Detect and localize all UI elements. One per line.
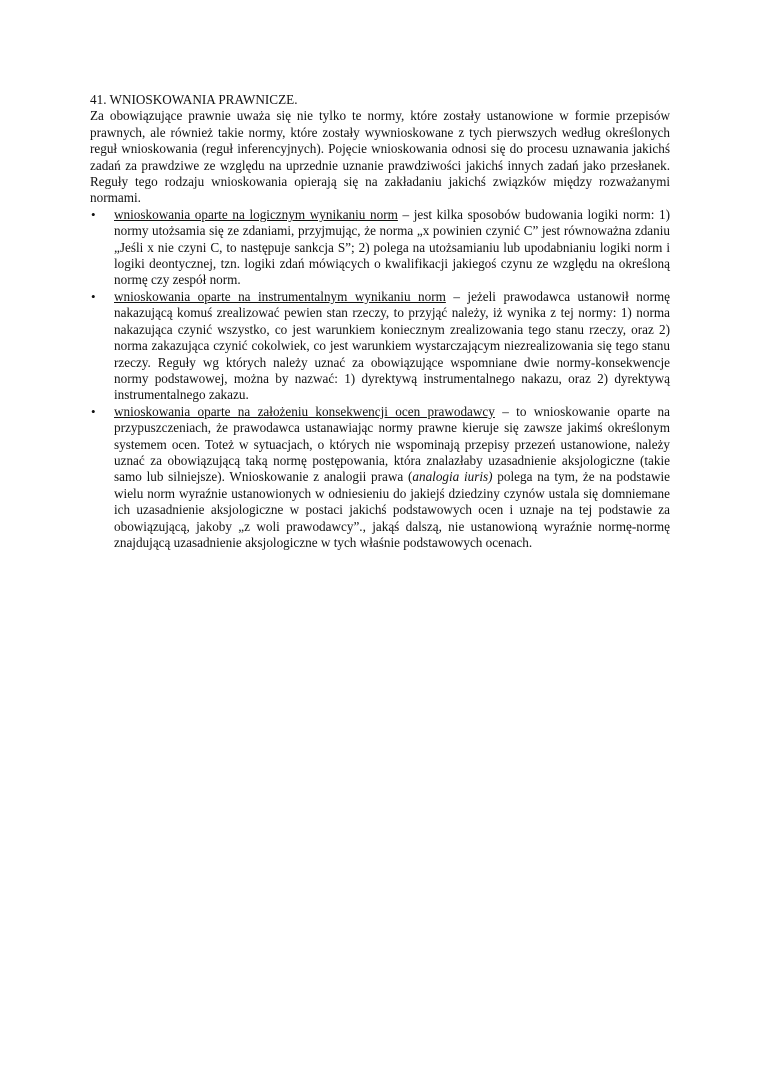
- list-item-text: – to wnioskowanie oparte na przypuszczeniach, że prawodawca ustanawiając normy prawne kieruje się zawsze jakimś określonym systemem ocen. Toteż w sytuacjach, o których nie wspominają przepisy przezeń ustanowione, należy uznać za obowiązującą taką normę postępowania, która znalazłaby uzasadnienie aksjologiczne (takie samo lub silniejsze). Wnioskowanie z analogii prawa (: [114, 403, 670, 485]
- bullet-icon: •: [91, 403, 96, 419]
- latin-term: analogia iuris): [412, 469, 493, 485]
- list-item-title: wnioskowania oparte na instrumentalnym wynikaniu norm: [114, 288, 446, 304]
- bullet-icon: •: [91, 288, 96, 304]
- list-item-title: wnioskowania oparte na założeniu konsekwencji ocen prawodawcy: [114, 403, 495, 419]
- list-item: [90, 207, 670, 289]
- document-body: [90, 92, 670, 551]
- bullet-icon: •: [91, 206, 96, 222]
- bullet-list: [90, 207, 670, 552]
- list-item-text: – jeżeli prawodawca ustanowił normę nakazującą komuś zrealizować pewien stan rzeczy, to przyjąć należy, iż wynika z tej normy: 1) norma nakazująca czynić wszystko, co jest warunkiem koniecznym zrealizowania tego stanu rzeczy, oraz 2) norma zakazująca czynić cokolwiek, co jest warunkiem wystarczającym niezrealizowania się tego stanu rzeczy. Reguły wg których należy uznać za obowiązujące wspomniane dwie normy-konsekwencje normy podstawowej, można by nazwać: 1) dyrektywą instrumentalnego nakazu, oraz 2) dyrektywą instrumentalnego zakazu.: [114, 288, 670, 403]
- list-item: [90, 289, 670, 404]
- intro-paragraph: Za obowiązujące prawnie uważa się nie tylko te normy, które zostały ustanowione w formie przepisów prawnych, ale również takie normy, które zostały wywnioskowane z tych pierwszych według określonych reguł wnioskowania (reguł inferencyjnych). Pojęcie wnioskowania odnosi się do procesu uznawania jakichś zadań za prawdziwe ze względu na uprzednie uznanie prawdziwości jakichś innych zadań jako przesłanek. Reguły tego rodzaju wnioskowania opierają się na zakładaniu jakichś związków między rozważanymi normami.: [90, 108, 670, 206]
- list-item-text-continued: polega na tym, że na podstawie wielu norm wyraźnie ustanowionych w odniesieniu do jakiejś dziedziny czynów ustala się domniemane ich uzasadnienie aksjologiczne w postaci jakichś podstawowych ocen i uznaje na tej podstawie za obowiązującą, jakoby „z woli prawodawcy”., jakąś dalszą, nie ustanowioną wyraźnie normę-normę znajdującą uzasadnienie aksjologiczne w tych właśnie podstawowych ocenach.: [114, 469, 670, 550]
- section-heading: 41. WNIOSKOWANIA PRAWNICZE.: [90, 92, 298, 107]
- list-item: [90, 404, 670, 552]
- list-item-title: wnioskowania oparte na logicznym wynikaniu norm: [114, 206, 398, 222]
- list-item-text: – jest kilka sposobów budowania logiki norm: 1) normy utożsamia się ze zdaniami, przyjmując, że norma „x powinien czynić C” jest równoważna zdaniu „Jeśli x nie czyni C, to następuje sankcja S”; 2) polega na utożsamianiu lub upodabnianiu logiki norm i logiki deontycznej, tzn. logiki zdań mówiących o kwalifikacji jakiegoś czynu ze względu na określoną normę czy zespół norm.: [114, 206, 670, 288]
